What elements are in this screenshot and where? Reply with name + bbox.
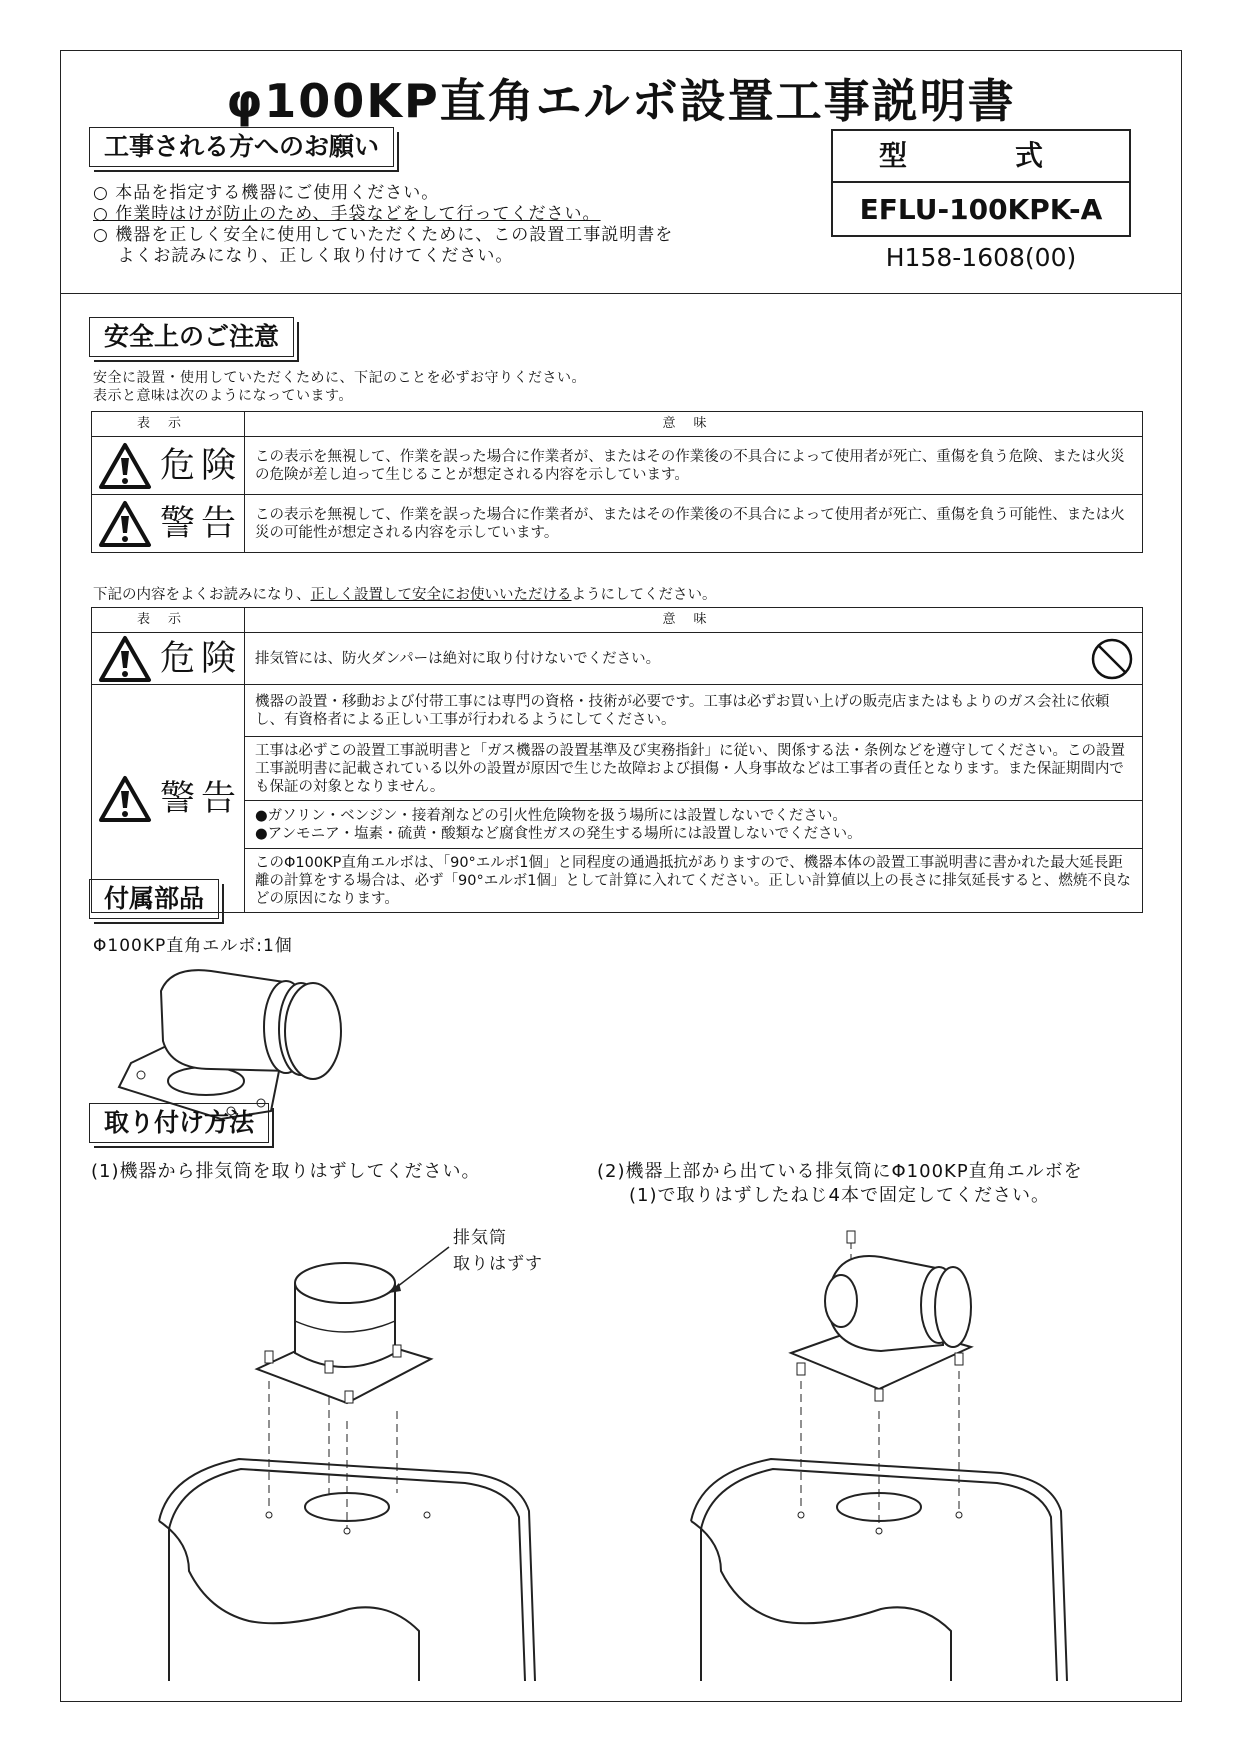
warning-rule: ●アンモニア・塩素・硫黄・酸類など腐食性ガスの発生する場所には設置しないでください。 [255, 825, 862, 842]
col-header-meaning: 意味 [245, 608, 1143, 633]
document-number: H158-1608(00) [885, 243, 1077, 272]
install-step-2-line1: (2)機器上部から出ている排気筒にΦ100KP直角エルボを [597, 1161, 1083, 1182]
model-label: 型 式 [833, 131, 1129, 183]
step1-illustration [149, 1211, 549, 1691]
model-box [831, 129, 1131, 237]
danger-sign-cell [92, 633, 245, 685]
warning-rule-hazard-locations [245, 801, 1143, 849]
request-item: よくお読みになり、正しく取り付けてください。 [93, 246, 514, 266]
danger-label: 危険 [160, 638, 243, 679]
danger-meaning: この表示を無視して、作業を誤った場合に作業者が、またはその作業後の不具合によって使用者が死亡、重傷を負う危険、または火災の危険が差し迫って生じることが想定される内容を示しています。 [245, 437, 1143, 495]
safety-intro [93, 369, 586, 405]
danger-rule: 排気管には、防火ダンパーは絶対に取り付けないでください。 [255, 650, 661, 667]
note-text-underlined: 正しく設置して安全にお使いいただける [310, 587, 572, 603]
col-header-display: 表示 [92, 608, 245, 633]
warning-sign-cell [92, 495, 245, 553]
safety-intro-line: 安全に設置・使用していただくために、下記のことを必ずお守りください。 [93, 370, 586, 386]
request-heading: 工事される方へのお願い [89, 127, 394, 167]
safety-heading: 安全上のご注意 [89, 317, 294, 357]
callout-remove: 取りはずす [453, 1254, 543, 1274]
warning-label: 警告 [160, 503, 243, 544]
request-item: ○ 作業時はけが防止のため、手袋などをして行ってください。 [93, 204, 601, 224]
col-header-display: 表示 [92, 412, 245, 437]
install-step-2-line2: (1)で取りはずしたねじ4本で固定してください。 [629, 1185, 1050, 1206]
parts-item: Φ100KP直角エルボ:1個 [93, 936, 293, 956]
note-text: 下記の内容をよくお読みになり、 [93, 587, 311, 603]
page-title: φ100KP直角エルボ設置工事説明書 [226, 74, 1016, 128]
request-list [93, 183, 673, 267]
warning-rule: 工事は必ずこの設置工事説明書と「ガス機器の設置基準及び実務指針」に従い、関係する法・条例などを遵守してください。この設置工事説明書に記載されている以外の設置が原因で生じた故障および損傷・人身事故などは工事者の責任となります。また保証期間内でも保証の対象となりません。 [245, 737, 1143, 801]
warning-triangle-icon [98, 635, 152, 683]
parts-heading: 付属部品 [89, 879, 219, 919]
callout-exhaust-pipe: 排気筒 [453, 1228, 507, 1248]
model-value: EFLU-100KPK-A [859, 193, 1103, 226]
read-carefully-note [93, 583, 717, 604]
step2-illustration [681, 1221, 1101, 1691]
note-text: ようにしてください。 [571, 587, 717, 603]
warning-label: 警告 [160, 778, 243, 819]
safety-intro-line: 表示と意味は次のようになっています。 [93, 388, 353, 404]
warning-meaning: この表示を無視して、作業を誤った場合に作業者が、またはその作業後の不具合によって使用者が死亡、重傷を負う可能性、または火災の可能性が想定される内容を示しています。 [245, 495, 1143, 553]
warning-triangle-icon [98, 500, 152, 548]
install-heading: 取り付け方法 [89, 1103, 269, 1143]
prohibited-icon [1090, 637, 1134, 681]
warning-rule: このΦ100KP直角エルボは、「90°エルボ1個」と同程度の通過抵抗がありますので、機器本体の設置工事説明書に書かれた最大延長距離の計算をする場合は、必ず「90°エルボ1個」として計算に入れてください。正しい計算値以上の長さに排気延長すると、燃焼不良などの原因になります。 [245, 849, 1143, 913]
section-divider [61, 293, 1181, 294]
warning-triangle-icon [98, 775, 152, 823]
install-step-1: (1)機器から排気筒を取りはずしてください。 [91, 1161, 481, 1182]
warning-rule: 機器の設置・移動および付帯工事には専門の資格・技術が必要です。工事は必ずお買い上げの販売店またはもよりのガス会社に依頼し、有資格者による正しい工事が行われるようにしてください。 [245, 685, 1143, 737]
col-header-meaning: 意味 [245, 412, 1143, 437]
danger-sign-cell [92, 437, 245, 495]
safety-rules-table [91, 607, 1143, 913]
request-item: ○ 本品を指定する機器にご使用ください。 [93, 183, 440, 203]
request-item: ○ 機器を正しく安全に使用していただくために、この設置工事説明書を [93, 225, 674, 245]
danger-rule-cell [245, 633, 1143, 685]
warning-rule: ●ガソリン・ベンジン・接着剤などの引火性危険物を扱う場所には設置しないでください。 [255, 807, 847, 824]
sign-meaning-table [91, 411, 1143, 553]
page-frame [60, 50, 1182, 1702]
danger-label: 危険 [160, 445, 243, 486]
warning-triangle-icon [98, 442, 152, 490]
